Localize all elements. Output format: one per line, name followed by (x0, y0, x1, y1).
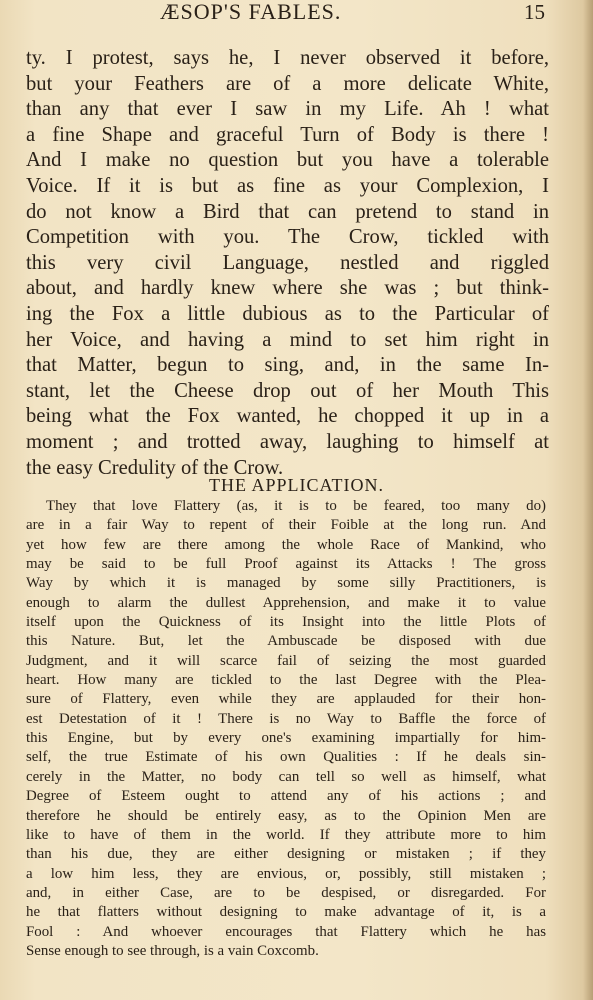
fable-line: Competition with you. The Crow, tickled with (26, 226, 549, 249)
fable-line: about, and hardly knew where she was ; but think- (26, 277, 549, 300)
application-line: Judgment, and it will scarce fail of seizing the most guarded (26, 652, 546, 669)
application-line: itself upon the Quickness of its Insight into the little Plots of (26, 614, 546, 631)
fable-text (26, 46, 549, 481)
application-line: therefore he should be entirely easy, as to the Opinion Men are (26, 807, 546, 824)
fable-line: moment ; and trotted away, laughing to himself at (26, 430, 549, 453)
fable-line: stant, let the Cheese drop out of her Mouth This (26, 379, 549, 402)
fable-line: being what the Fox wanted, he chopped it up in a (26, 405, 549, 428)
application-line: yet how few are there among the whole Race of Mankind, who (26, 536, 546, 553)
fable-line: ing the Fox a little dubious as to the Particular of (26, 302, 549, 325)
fable-line: but your Feathers are of a more delicate White, (26, 72, 549, 95)
application-line: Fool : And whoever encourages that Flattery which he has (26, 923, 546, 940)
fable-line: than any that ever I saw in my Life. Ah ! what (26, 98, 549, 121)
application-line: heart. How many are tickled to the last Degree with the Plea- (26, 672, 546, 689)
fable-line: a fine Shape and graceful Turn of Body is there ! (26, 123, 549, 146)
application-line: a low him less, they are envious, or, possibly, still mistaken ; (26, 865, 546, 882)
application-line: cerely in the Matter, no body can tell so well as himself, what (26, 768, 546, 785)
fable-line: Voice. If it is but as fine as your Complexion, I (26, 174, 549, 197)
application-line: Degree of Esteem ought to attend any of his actions ; and (26, 788, 546, 805)
page-edge-shadow (583, 0, 593, 1000)
application-line: are in a fair Way to repent of their Foible at the long run. And (26, 517, 546, 534)
application-line: this Engine, but by every one's examining impartially for him- (26, 730, 546, 747)
fable-line: And I make no question but you have a tolerable (26, 149, 549, 172)
application-line: enough to alarm the dullest Apprehension, and make it to value (26, 594, 546, 611)
fable-line: her Voice, and having a mind to set him right in (26, 328, 549, 351)
application-line: and, in either Case, are to be despised, or disregarded. For (26, 884, 546, 901)
application-heading: THE APPLICATION. (208, 475, 384, 495)
running-head: ÆSOP'S FABLES. (160, 0, 342, 24)
application-line: sure of Flattery, even while they are applauded for their hon- (26, 691, 546, 708)
page-header (0, 0, 593, 28)
application-line: than his due, they are either designing or mistaken ; if they (26, 846, 546, 863)
application-line: this Nature. But, let the Ambuscade be disposed with due (26, 633, 546, 650)
fable-line: do not know a Bird that can pretend to stand in (26, 200, 549, 223)
application-line: he that flatters without designing to make advantage of it, is a (26, 904, 546, 921)
application-line: like to have of them in the world. If they attribute more to him (26, 826, 546, 843)
fable-line: this very civil Language, nestled and riggled (26, 251, 549, 274)
application-line: self, the true Estimate of his own Qualities : If he deals sin- (26, 749, 546, 766)
application-line: They that love Flattery (as, it is to be feared, too many do) (46, 498, 546, 514)
application-line: may be said to be full Proof against its Attacks ! The gross (26, 556, 546, 573)
page-number: 15 (524, 0, 545, 24)
fable-line: ty. I protest, says he, I never observed it before, (26, 47, 549, 69)
fable-line: the easy Credulity of the Crow. (26, 456, 284, 479)
application-line: Sense enough to see through, is a vain Coxcomb. (26, 942, 319, 959)
application-line: est Detestation of it ! There is no Way to Baffle the force of (26, 710, 546, 727)
application-text (26, 497, 546, 961)
application-line: Way by which it is managed by some silly Practitioners, is (26, 575, 546, 592)
fable-line: that Matter, begun to sing, and, in the same In- (26, 354, 549, 377)
